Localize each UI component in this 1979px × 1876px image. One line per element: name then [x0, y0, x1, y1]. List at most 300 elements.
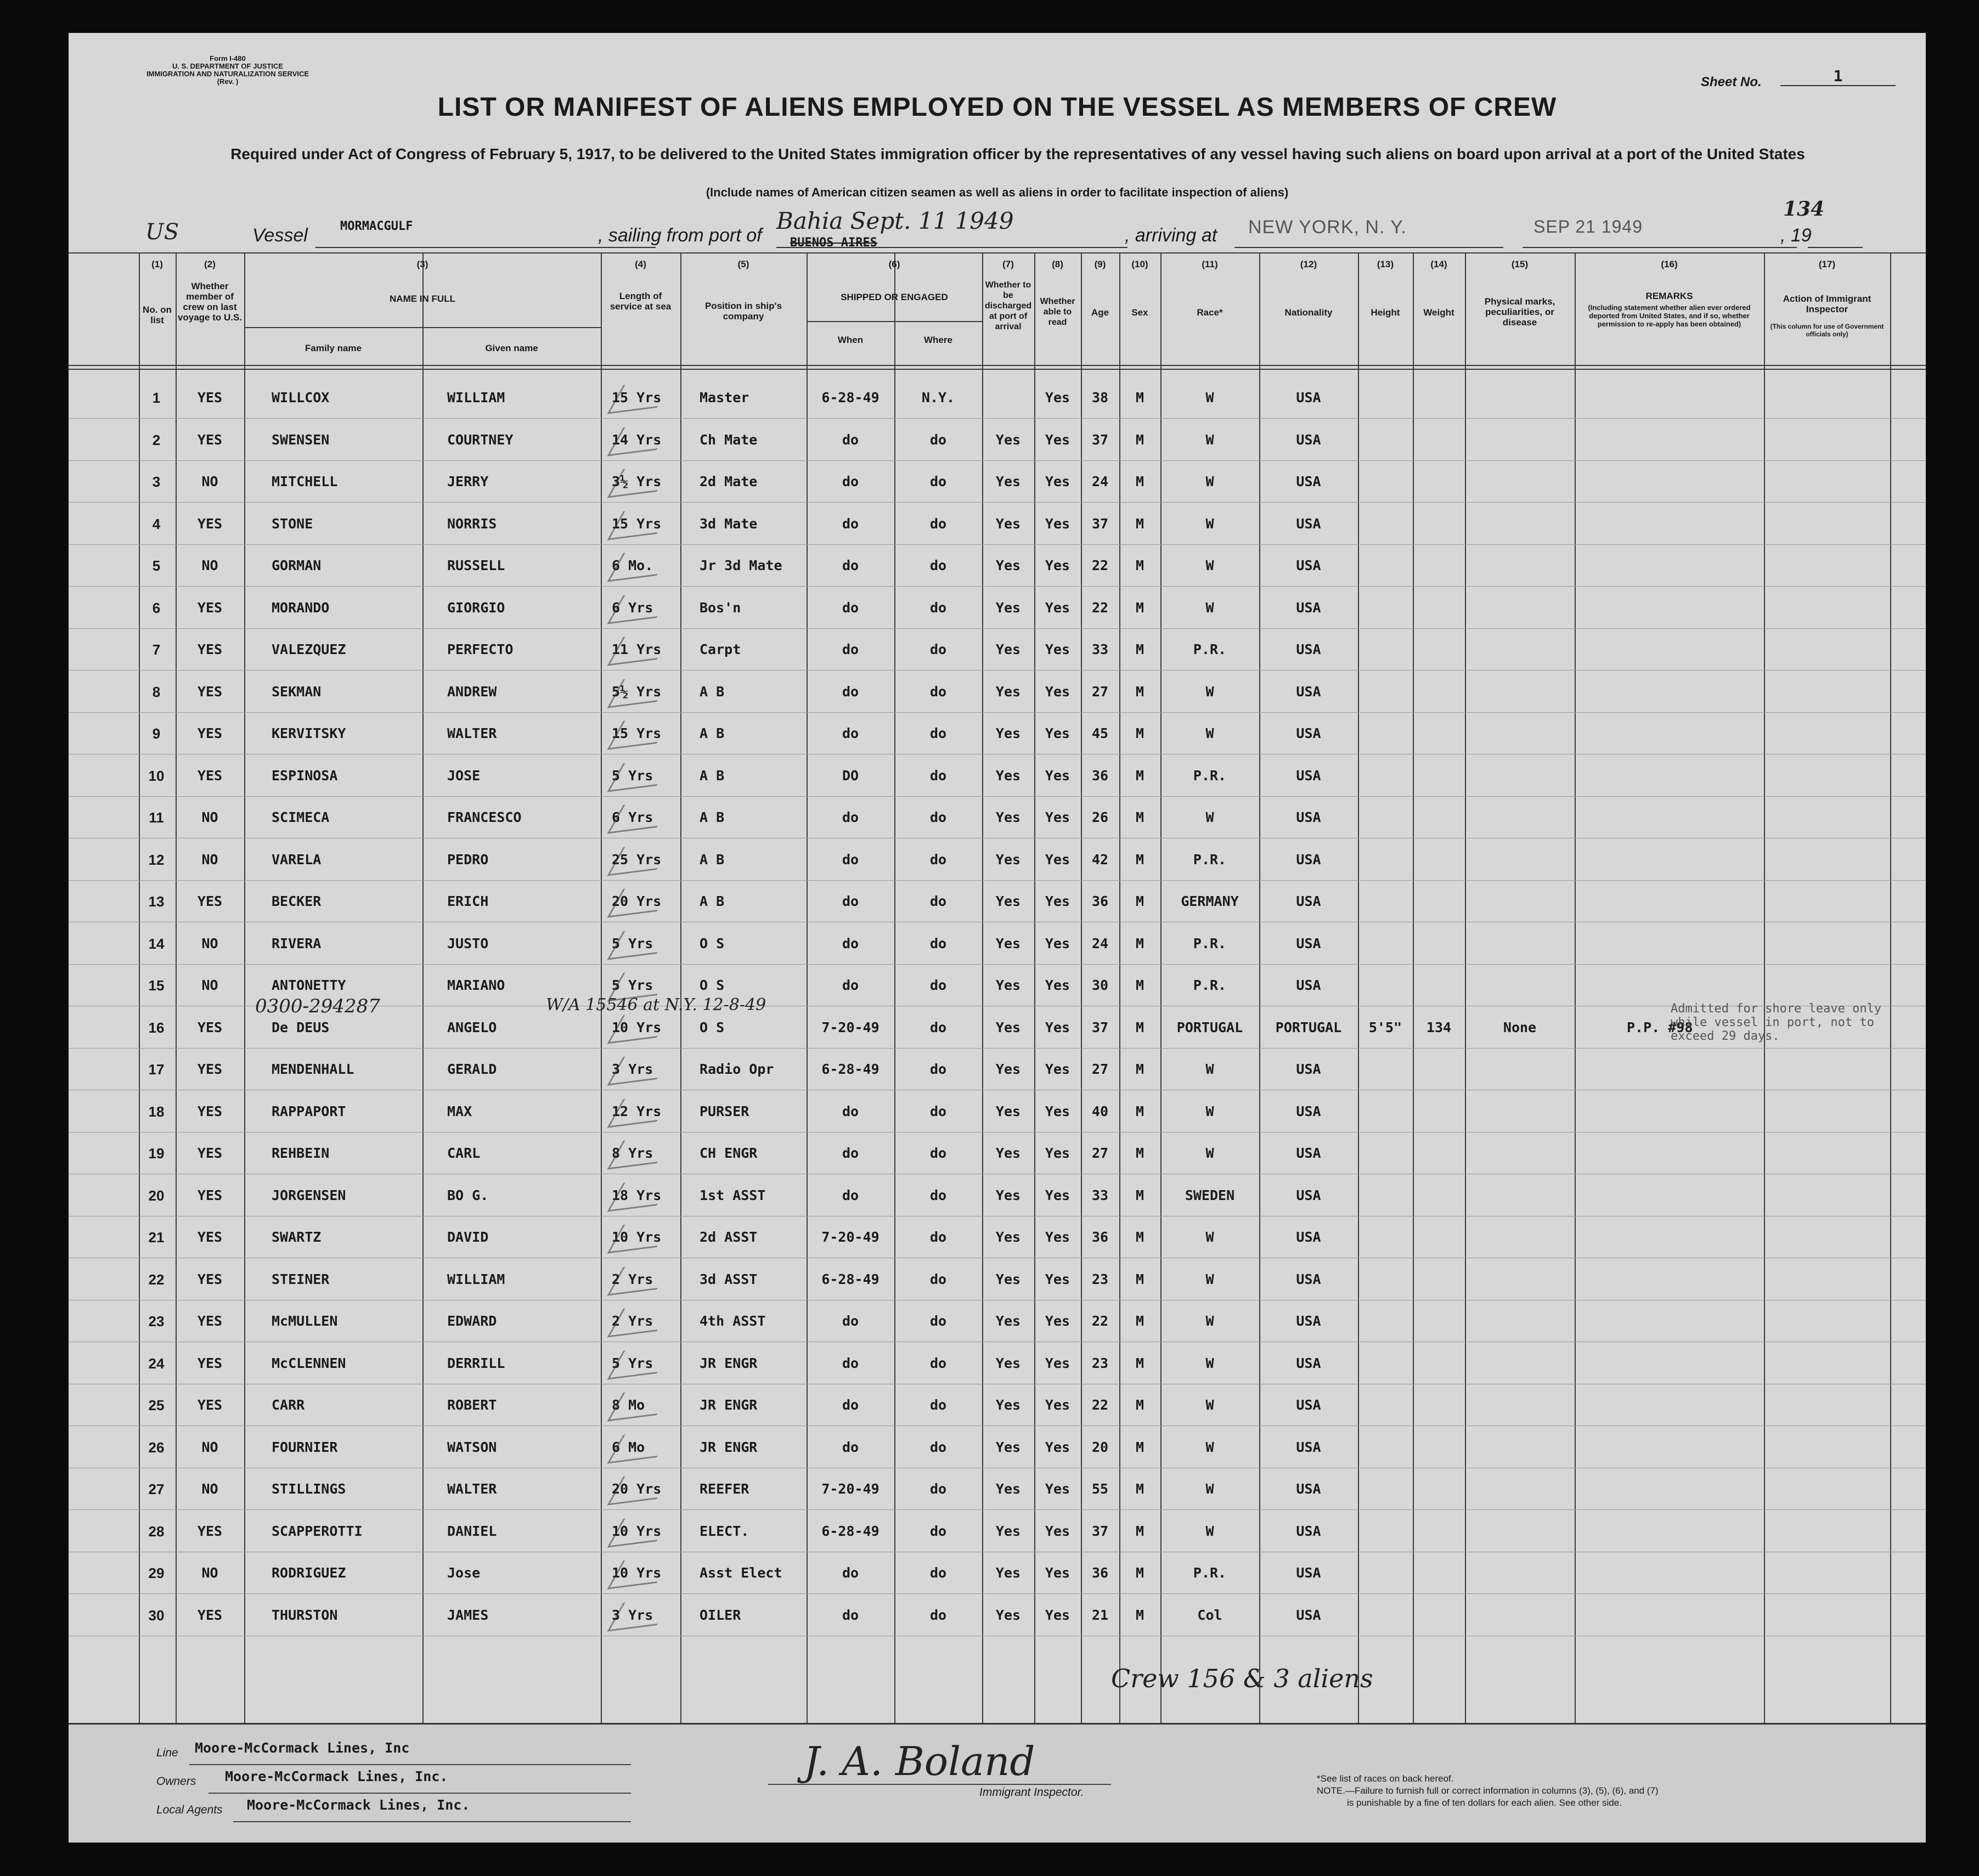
crew-given: PEDRO — [447, 851, 489, 867]
check-mark — [607, 1260, 673, 1295]
crew-family: RIVERA — [272, 935, 322, 951]
crew-service: 6 Yrs — [612, 809, 653, 825]
row-number: 11 — [149, 809, 164, 826]
crew-when: do — [842, 1187, 859, 1203]
crew-last-voyage: YES — [197, 1187, 223, 1203]
crew-given: COURTNEY — [447, 431, 514, 448]
crew-row — [69, 1427, 1926, 1468]
crew-when: 7-20-49 — [821, 1229, 879, 1245]
crew-discharged: Yes — [995, 1355, 1021, 1371]
races-note: *See list of races on back hereof. — [1317, 1773, 1454, 1784]
crew-age: 30 — [1091, 977, 1109, 993]
crew-nationality: USA — [1296, 641, 1321, 657]
vessel-label: Vessel — [252, 225, 308, 246]
form-revision: (Rev. ) — [217, 77, 239, 86]
crew-read: Yes — [1045, 1271, 1070, 1287]
check-mark — [607, 714, 673, 750]
crew-nationality: USA — [1296, 683, 1321, 700]
crew-last-voyage: YES — [197, 893, 223, 909]
crew-row — [69, 1301, 1926, 1342]
crew-last-voyage: YES — [197, 1061, 223, 1077]
col-12-label: Nationality — [1284, 307, 1333, 318]
crew-service: 14 Yrs — [612, 431, 662, 448]
crew-when: do — [842, 893, 859, 909]
crew-sex: M — [1135, 1481, 1144, 1497]
crew-discharged: Yes — [995, 1439, 1021, 1455]
line-label: Line — [156, 1747, 178, 1759]
crew-race: P.R. — [1193, 977, 1227, 993]
crew-last-voyage: YES — [197, 1313, 223, 1329]
crew-service: 25 Yrs — [612, 851, 662, 867]
crew-service: 10 Yrs — [612, 1019, 662, 1035]
crew-sex: M — [1135, 1397, 1144, 1413]
crew-last-voyage: YES — [197, 1271, 223, 1287]
crew-family: McCLENNEN — [272, 1355, 346, 1371]
check-mark — [607, 505, 673, 540]
crew-discharged: Yes — [995, 1187, 1021, 1203]
crew-nationality: USA — [1296, 1481, 1321, 1497]
crew-read: Yes — [1045, 1397, 1070, 1413]
row-number: 19 — [148, 1145, 165, 1162]
crew-row — [69, 1511, 1926, 1552]
manifest-title: LIST OR MANIFEST OF ALIENS EMPLOYED ON THE VESSEL AS MEMBERS OF CREW — [437, 93, 1557, 122]
col-6-number: (6) — [888, 259, 900, 269]
crew-race: W — [1205, 683, 1214, 700]
crew-where: do — [929, 977, 947, 993]
crew-position: JR ENGR — [700, 1439, 758, 1455]
crew-age: 45 — [1091, 725, 1109, 741]
crew-discharged: Yes — [995, 1019, 1021, 1035]
crew-given: JAMES — [447, 1607, 489, 1623]
crew-given: BO G. — [447, 1187, 489, 1203]
row-number: 8 — [152, 683, 161, 700]
col-14-number: (14) — [1430, 259, 1447, 269]
col-8-label: Whether able to read — [1040, 297, 1075, 327]
manifest-footer — [69, 1723, 1926, 1843]
row-number: 23 — [148, 1313, 165, 1329]
crew-age: 40 — [1091, 1103, 1109, 1119]
crew-when: do — [842, 977, 859, 993]
crew-where: do — [929, 1481, 947, 1497]
crew-when: do — [842, 935, 859, 951]
col-17-label: Action of Immigrant Inspector — [1783, 294, 1871, 314]
crew-read: Yes — [1045, 851, 1070, 867]
crew-family: STEINER — [272, 1271, 330, 1287]
col-6-label: SHIPPED OR ENGAGED — [841, 292, 948, 302]
crew-family: RODRIGUEZ — [272, 1565, 346, 1581]
row-number: 2 — [152, 431, 161, 448]
crew-age: 23 — [1091, 1271, 1109, 1287]
crew-race: W — [1205, 809, 1214, 825]
crew-age: 36 — [1091, 1229, 1109, 1245]
agents-label: Local Agents — [156, 1804, 223, 1816]
crew-given: DAVID — [447, 1229, 489, 1245]
crew-service: 3 Yrs — [612, 1607, 653, 1623]
penalty-note-2: is punishable by a fine of ten dollars for each alien. See other side. — [1347, 1798, 1622, 1808]
crew-given: ERICH — [447, 893, 489, 909]
crew-when: 6-28-49 — [821, 1523, 879, 1539]
crew-read: Yes — [1045, 1607, 1070, 1623]
crew-where: do — [929, 474, 947, 489]
crew-family: WILLCOX — [272, 390, 330, 405]
crew-last-voyage: YES — [197, 1523, 223, 1539]
crew-service: 2 Yrs — [612, 1313, 653, 1329]
crew-race: W — [1205, 1439, 1214, 1455]
crew-sex: M — [1135, 1103, 1144, 1119]
crew-nationality: USA — [1296, 1523, 1321, 1539]
crew-last-voyage: YES — [197, 599, 223, 616]
crew-row — [69, 1175, 1926, 1216]
crew-where: do — [929, 809, 947, 825]
crew-family: SCAPPEROTTI — [272, 1523, 363, 1539]
crew-given: Jose — [447, 1565, 481, 1581]
crew-given: WATSON — [447, 1439, 497, 1455]
crew-row — [69, 1091, 1926, 1133]
check-mark — [607, 1176, 673, 1212]
crew-last-voyage: YES — [197, 515, 223, 532]
crew-position: A B — [700, 893, 725, 909]
crew-last-voyage: NO — [201, 851, 218, 867]
crew-discharged: Yes — [995, 599, 1021, 616]
crew-nationality: USA — [1296, 1103, 1321, 1119]
crew-discharged: Yes — [995, 767, 1021, 784]
crew-family: RAPPAPORT — [272, 1103, 346, 1119]
row-number: 10 — [148, 767, 165, 784]
crew-race: P.R. — [1193, 935, 1227, 951]
check-mark — [607, 1512, 673, 1547]
crew-discharged: Yes — [995, 1397, 1021, 1413]
crew-sex: M — [1135, 1523, 1144, 1539]
crew-family: BECKER — [272, 893, 322, 909]
row-number: 26 — [148, 1439, 165, 1456]
check-mark — [607, 547, 673, 582]
crew-discharged: Yes — [995, 977, 1021, 993]
check-mark — [607, 1428, 673, 1463]
crew-position: A B — [700, 809, 725, 825]
crew-given: JOSE — [447, 767, 481, 784]
crew-age: 42 — [1091, 851, 1109, 867]
crew-row — [69, 1553, 1926, 1594]
crew-sex: M — [1135, 599, 1144, 616]
crew-where: do — [929, 851, 947, 867]
crew-service: 5 Yrs — [612, 1355, 653, 1371]
row-number: 14 — [148, 935, 165, 952]
crew-row — [69, 504, 1926, 545]
row-number: 27 — [148, 1481, 165, 1497]
crew-last-voyage: YES — [197, 390, 223, 405]
crew-given: RUSSELL — [447, 557, 505, 573]
crew-remarks: P.P. #98 — [1627, 1019, 1693, 1035]
crew-where: do — [929, 1061, 947, 1077]
col-1-label: No. on list — [143, 305, 172, 325]
row-number: 9 — [152, 725, 161, 742]
crew-age: 23 — [1091, 1355, 1109, 1371]
col-3-label: NAME IN FULL — [390, 294, 455, 304]
crew-discharged: Yes — [995, 641, 1021, 657]
crew-age: 37 — [1091, 515, 1109, 532]
crew-where: do — [929, 893, 947, 909]
crew-race: PORTUGAL — [1176, 1019, 1243, 1035]
crew-position: JR ENGR — [700, 1355, 758, 1371]
crew-read: Yes — [1045, 1187, 1070, 1203]
crew-race: W — [1205, 1103, 1214, 1119]
crew-service: 6 Mo — [612, 1439, 645, 1455]
crew-race: GERMANY — [1181, 893, 1239, 909]
row-number: 25 — [148, 1397, 165, 1413]
crew-family: REHBEIN — [272, 1145, 330, 1161]
crew-service: 10 Yrs — [612, 1565, 662, 1581]
row-number: 13 — [148, 893, 165, 910]
col-10-number: (10) — [1131, 259, 1148, 269]
crew-position: 3d Mate — [700, 515, 758, 532]
crew-age: 37 — [1091, 1019, 1109, 1035]
crew-position: A B — [700, 851, 725, 867]
crew-age: 27 — [1091, 683, 1109, 700]
crew-read: Yes — [1045, 1229, 1070, 1245]
check-mark — [607, 1470, 673, 1505]
crew-nationality: USA — [1296, 1313, 1321, 1329]
crew-where: do — [929, 1187, 947, 1203]
crew-age: 36 — [1091, 893, 1109, 909]
row-number: 21 — [148, 1229, 165, 1246]
row-number: 24 — [148, 1355, 165, 1372]
crew-discharged: Yes — [995, 1607, 1021, 1623]
manifest-subtitle: Required under Act of Congress of February 5, 1917, to be delivered to the United States immigration officer by the representatives of any vessel having such aliens on board upon arrival at a port of the United States — [230, 145, 1805, 162]
sheet-number-label: Sheet No. — [1701, 75, 1762, 89]
crew-given: GERALD — [447, 1061, 497, 1077]
crew-last-voyage: NO — [201, 557, 218, 573]
crew-row — [69, 756, 1926, 797]
crew-nationality: USA — [1296, 977, 1321, 993]
crew-discharged: Yes — [995, 683, 1021, 700]
row-number: 22 — [148, 1271, 165, 1288]
col-13-label: Height — [1371, 307, 1400, 318]
inspector-signature: J. A. Boland — [804, 1738, 1035, 1784]
col-15-label: Physical marks, peculiarities, or disease — [1484, 296, 1555, 328]
crew-sex: M — [1135, 683, 1144, 700]
crew-service: 3 Yrs — [612, 1061, 653, 1077]
crew-given: MAX — [447, 1103, 472, 1119]
crew-race: W — [1205, 1481, 1214, 1497]
crew-last-voyage: YES — [197, 641, 223, 657]
col-11-number: (11) — [1202, 259, 1218, 269]
check-mark — [607, 1344, 673, 1379]
crew-given: ROBERT — [447, 1397, 497, 1413]
crew-family: STILLINGS — [272, 1481, 346, 1497]
crew-service: 15 Yrs — [612, 725, 662, 741]
crew-age: 36 — [1091, 1565, 1109, 1581]
crew-service: 20 Yrs — [612, 1481, 662, 1497]
crew-family: De DEUS — [272, 1019, 330, 1035]
crew-summary-note: Crew 156 & 3 aliens — [1111, 1664, 1373, 1693]
crew-sex: M — [1135, 1355, 1144, 1371]
crew-read: Yes — [1045, 977, 1070, 993]
crew-where: do — [929, 515, 947, 532]
crew-read: Yes — [1045, 725, 1070, 741]
crew-given: GIORGIO — [447, 599, 505, 616]
family-name-header: Family name — [305, 343, 362, 353]
crew-given: EDWARD — [447, 1313, 497, 1329]
crew-family: MITCHELL — [272, 474, 338, 489]
crew-race: W — [1205, 599, 1214, 616]
col-16-label: REMARKS — [1645, 291, 1693, 301]
crew-marks: None — [1503, 1019, 1537, 1035]
crew-weight: 134 — [1426, 1019, 1452, 1035]
crew-row — [69, 461, 1926, 503]
crew-family: ANTONETTY — [272, 977, 346, 993]
crew-nationality: USA — [1296, 935, 1321, 951]
crew-nationality: USA — [1296, 1145, 1321, 1161]
crew-nationality: USA — [1296, 1271, 1321, 1287]
crew-service: 8 Yrs — [612, 1145, 653, 1161]
crew-row — [69, 995, 1926, 1049]
col-11-label: Race* — [1197, 307, 1223, 318]
inspector-stamp: Admitted for shore leave only while vessel in port, not to exceed 29 days. — [1671, 1001, 1882, 1043]
col-12-number: (12) — [1300, 259, 1317, 269]
crew-height: 5'5" — [1368, 1019, 1402, 1035]
crew-given: FRANCESCO — [447, 809, 522, 825]
row-number: 16 — [148, 1019, 165, 1036]
crew-service: 20 Yrs — [612, 893, 662, 909]
crew-read: Yes — [1045, 557, 1070, 573]
col-7-label: Whether to be discharged at port of arrival — [984, 280, 1032, 331]
crew-nationality: USA — [1296, 893, 1321, 909]
crew-sex: M — [1135, 557, 1144, 573]
crew-service: 11 Yrs — [612, 641, 662, 657]
crew-race: W — [1205, 1271, 1214, 1287]
crew-row — [69, 840, 1926, 881]
crew-sex: M — [1135, 1187, 1144, 1203]
crew-position: O S — [700, 1019, 725, 1035]
crew-nationality: USA — [1296, 1355, 1321, 1371]
crew-position: OILER — [700, 1607, 741, 1623]
crew-where: do — [929, 641, 947, 657]
crew-where: do — [929, 1019, 947, 1035]
crew-race: W — [1205, 1061, 1214, 1077]
crew-sex: M — [1135, 893, 1144, 909]
crew-sex: M — [1135, 1565, 1144, 1581]
crew-row — [69, 545, 1926, 587]
crew-row — [69, 672, 1926, 713]
crew-race: P.R. — [1193, 641, 1227, 657]
crew-race: W — [1205, 515, 1214, 532]
crew-given: DERRILL — [447, 1355, 505, 1371]
crew-last-voyage: YES — [197, 1229, 223, 1245]
crew-when: do — [842, 809, 859, 825]
crew-row — [69, 923, 1926, 965]
crew-service: 18 Yrs — [612, 1187, 662, 1203]
crew-position: 1st ASST — [700, 1187, 766, 1203]
crew-given: CARL — [447, 1145, 481, 1161]
crew-given: JUSTO — [447, 935, 489, 951]
year-label: , 19 — [1780, 225, 1812, 246]
check-mark — [607, 421, 673, 456]
crew-given: WALTER — [447, 1481, 497, 1497]
crew-family: ESPINOSA — [272, 767, 338, 784]
check-mark — [607, 798, 673, 833]
check-mark — [607, 1092, 673, 1128]
crew-when: do — [842, 683, 859, 700]
crew-last-voyage: NO — [201, 1565, 218, 1581]
crew-position: Jr 3d Mate — [700, 557, 782, 573]
check-mark — [607, 1554, 673, 1589]
crew-when: 6-28-49 — [821, 1271, 879, 1287]
crew-when: do — [842, 851, 859, 867]
crew-read: Yes — [1045, 431, 1070, 448]
crew-read: Yes — [1045, 1061, 1070, 1077]
crew-row — [69, 797, 1926, 838]
row-number: 20 — [148, 1187, 165, 1204]
crew-last-voyage: NO — [201, 1439, 218, 1455]
crew-race: P.R. — [1193, 1565, 1227, 1581]
crew-position: O S — [700, 977, 725, 993]
crew-age: 36 — [1091, 767, 1109, 784]
crew-discharged: Yes — [995, 809, 1021, 825]
crew-service: 15 Yrs — [612, 390, 662, 405]
crew-given: JERRY — [447, 474, 489, 489]
crew-row — [69, 1595, 1926, 1636]
crew-sex: M — [1135, 1271, 1144, 1287]
crew-given: MARIANO — [447, 977, 505, 993]
crew-sex: M — [1135, 390, 1144, 405]
crew-position: JR ENGR — [700, 1397, 758, 1413]
crew-nationality: PORTUGAL — [1275, 1019, 1342, 1035]
crew-where: do — [929, 725, 947, 741]
row-number: 5 — [152, 557, 161, 574]
crew-age: 22 — [1091, 1397, 1109, 1413]
crew-when: do — [842, 599, 859, 616]
service-name: IMMIGRATION AND NATURALIZATION SERVICE — [146, 70, 309, 78]
crew-read: Yes — [1045, 474, 1070, 489]
crew-nationality: USA — [1296, 725, 1321, 741]
crew-position: A B — [700, 767, 725, 784]
row-number: 12 — [148, 851, 165, 868]
crew-discharged: Yes — [995, 1313, 1021, 1329]
crew-position: CH ENGR — [700, 1145, 758, 1161]
crew-nationality: USA — [1296, 431, 1321, 448]
row-number: 1 — [152, 390, 161, 406]
crew-service: 3½ Yrs — [612, 474, 662, 489]
crew-race: P.R. — [1193, 851, 1227, 867]
form-number: Form I-480 — [210, 54, 246, 63]
crew-read: Yes — [1045, 1019, 1070, 1035]
crew-read: Yes — [1045, 683, 1070, 700]
crew-race: W — [1205, 390, 1214, 405]
crew-age: 27 — [1091, 1145, 1109, 1161]
crew-sex: M — [1135, 474, 1144, 489]
crew-age: 26 — [1091, 809, 1109, 825]
crew-family: STONE — [272, 515, 313, 532]
crew-when: 7-20-49 — [821, 1019, 879, 1035]
crew-nationality: USA — [1296, 809, 1321, 825]
crew-race: W — [1205, 1313, 1214, 1329]
crew-service: 10 Yrs — [612, 1523, 662, 1539]
col-7-number: (7) — [1002, 259, 1014, 269]
crew-family: VALEZQUEZ — [272, 641, 346, 657]
crew-race: W — [1205, 1397, 1214, 1413]
crew-discharged: Yes — [995, 893, 1021, 909]
crew-family: McMULLEN — [272, 1313, 338, 1329]
crew-given: ANDREW — [447, 683, 497, 700]
crew-read: Yes — [1045, 809, 1070, 825]
file-number-annotation: 0300-294287 — [255, 995, 380, 1017]
check-mark — [607, 925, 673, 960]
row-number: 17 — [148, 1061, 165, 1078]
crew-position: Ch Mate — [700, 431, 758, 448]
check-mark — [607, 630, 673, 666]
check-mark — [607, 589, 673, 624]
crew-where: do — [929, 1229, 947, 1245]
